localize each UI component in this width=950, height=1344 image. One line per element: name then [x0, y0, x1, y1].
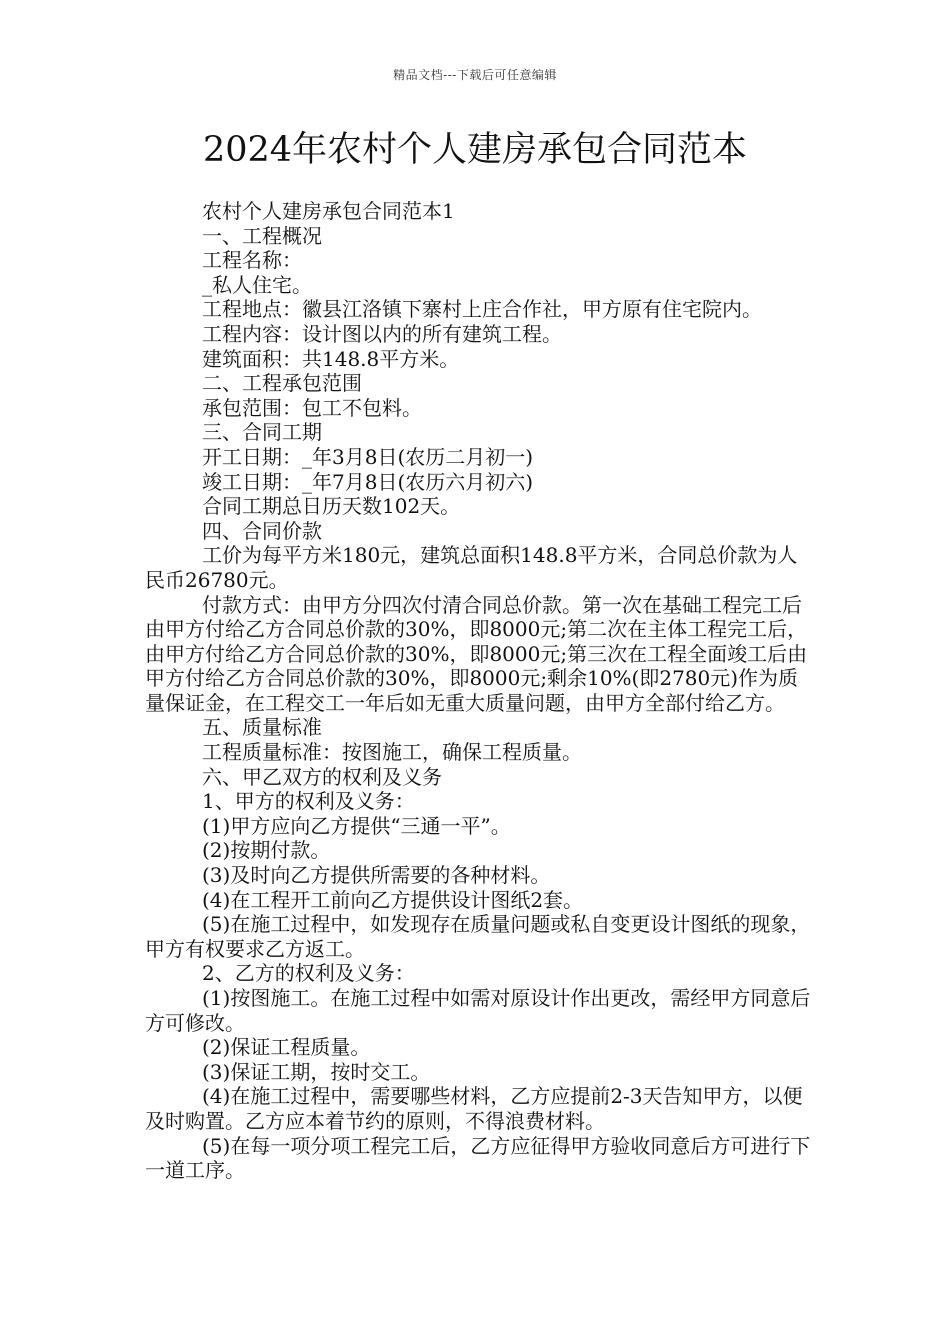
list-item: (1)按图施工。在施工过程中如需对原设计作出更改，需经甲方同意后方可修改。 [145, 986, 811, 1035]
list-item: (2)按期付款。 [202, 838, 331, 863]
paragraph: 工程名称： [202, 248, 302, 273]
document-body [145, 199, 815, 1183]
paragraph: 2、乙方的权利及义务： [202, 961, 415, 986]
page-header: 精品文档---下载后可任意编辑 [393, 68, 557, 82]
section-heading: 五、质量标准 [202, 715, 322, 740]
paragraph: 合同工期总日历天数102天。 [202, 494, 461, 519]
paragraph: 建筑面积：共148.8平方米。 [202, 346, 460, 371]
list-item: (3)保证工期，按时交工。 [202, 1059, 431, 1084]
section-heading: 二、工程承包范围 [202, 371, 362, 396]
paragraph: 工程地点：徽县江洛镇下寨村上庄合作社，甲方原有住宅院内。 [202, 297, 762, 322]
list-item: (5)在每一项分项工程完工后，乙方应征得甲方验收同意后方可进行下一道工序。 [145, 1133, 811, 1183]
paragraph: 竣工日期：_年7月8日(农历六月初六) [202, 469, 534, 494]
list-item: (1)甲方应向乙方提供“三通一平”。 [202, 813, 511, 838]
list-item: (4)在工程开工前向乙方提供设计图纸2套。 [202, 887, 584, 912]
paragraph: _私人住宅。 [202, 272, 312, 297]
paragraph: 工价为每平方米180元，建筑总面积148.8平方米，合同总价款为人民币26780元。 [145, 543, 798, 592]
paragraph: 承包范围：包工不包料。 [202, 395, 422, 420]
paragraph: 付款方式：由甲方分四次付清合同总价款。第一次在基础工程完工后由甲方付给乙方合同总价款的30%，即8000元;第二次在主体工程完工后，由甲方付给乙方合同总价款的30%，即8000元;第三次在工程全面竣工后由甲方付给乙方合同总价款的30%，即8000元;剩余10%(即2780元)作为质量保证金，在工程交工一年后如无重大质量问题，由甲方全部付给乙方。 [145, 592, 808, 715]
list-item: (5)在施工过程中，如发现存在质量问题或私自变更设计图纸的现象，甲方有权要求乙方返工。 [145, 912, 811, 961]
paragraph: 开工日期：_年3月8日(农历二月初一) [202, 444, 534, 469]
section-heading: 农村个人建房承包合同范本1 [202, 199, 455, 223]
paragraph: 工程内容：设计图以内的所有建筑工程。 [202, 321, 562, 346]
section-heading: 四、合同价款 [202, 518, 322, 543]
paragraph: 工程质量标准：按图施工，确保工程质量。 [202, 740, 582, 765]
list-item: (4)在施工过程中，需要哪些材料，乙方应提前2-3天告知甲方，以便及时购置。乙方应本着节约的原则，不得浪费材料。 [145, 1084, 803, 1133]
section-heading: 一、工程概况 [202, 223, 322, 248]
section-heading: 六、甲乙双方的权利及义务 [202, 764, 442, 789]
list-item: (2)保证工程质量。 [202, 1035, 371, 1060]
list-item: (3)及时向乙方提供所需要的各种材料。 [202, 863, 551, 888]
paragraph: 1、甲方的权利及义务： [202, 789, 415, 814]
section-heading: 三、合同工期 [202, 420, 322, 445]
document-title: 2024年农村个人建房承包合同范本 [202, 130, 748, 170]
